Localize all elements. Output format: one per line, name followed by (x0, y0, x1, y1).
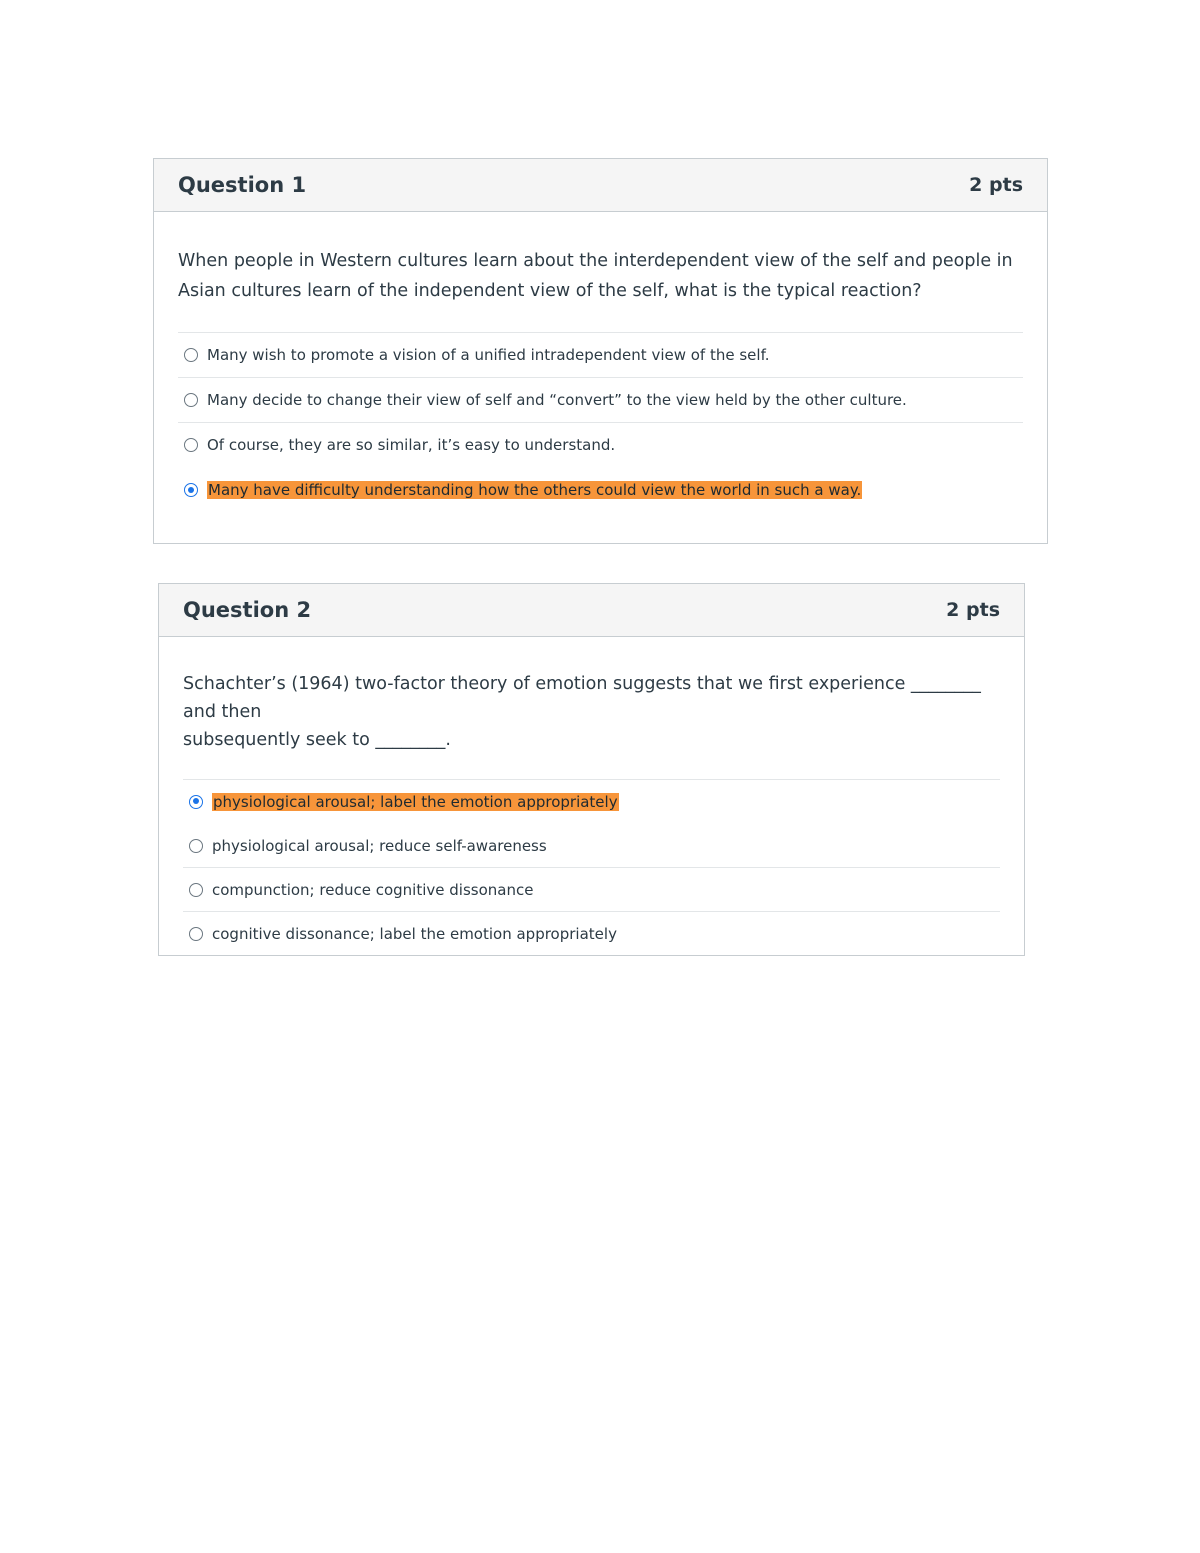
answer-label-highlighted: physiological arousal; label the emotion appropriately (213, 792, 618, 811)
question-points: 2 pts (946, 599, 1000, 621)
answer-option[interactable] (183, 912, 1000, 956)
answer-list (183, 779, 1000, 956)
answer-option[interactable] (183, 824, 1000, 868)
answer-label: Of course, they are so similar, it’s easy to understand. (207, 436, 616, 454)
question-text-line-1: Schachter’s (1964) two-factor theory of emotion suggests that we first experience ________ and then (183, 674, 981, 722)
radio-unselected-icon[interactable] (184, 393, 198, 407)
answer-label: Many decide to change their view of self and “convert” to the view held by the other culture. (207, 391, 907, 409)
question-body (154, 246, 1047, 513)
answer-option[interactable] (183, 868, 1000, 912)
radio-selected-icon[interactable] (189, 795, 203, 809)
answer-option[interactable] (178, 423, 1023, 468)
answer-option[interactable] (178, 378, 1023, 423)
radio-selected-icon[interactable] (184, 483, 198, 497)
question-card-2 (158, 583, 1025, 956)
radio-unselected-icon[interactable] (189, 883, 203, 897)
question-header (154, 159, 1047, 212)
question-title: Question 2 (183, 598, 312, 622)
answer-label: compunction; reduce cognitive dissonance (212, 880, 534, 899)
answer-option-selected[interactable] (178, 468, 1023, 513)
answer-label: physiological arousal; reduce self-awareness (212, 836, 547, 855)
answer-option[interactable] (178, 333, 1023, 378)
answer-option-selected[interactable] (183, 780, 1000, 824)
radio-unselected-icon[interactable] (184, 438, 198, 452)
question-points: 2 pts (969, 174, 1023, 196)
question-text (183, 670, 1000, 754)
question-card-1 (153, 158, 1048, 544)
question-header (159, 584, 1024, 637)
answer-list (178, 332, 1023, 513)
radio-unselected-icon[interactable] (189, 927, 203, 941)
question-text-line-2: subsequently seek to ________. (183, 730, 451, 750)
question-text: When people in Western cultures learn about the interdependent view of the self and people in Asian cultures learn of the independent view of the self, what is the typical reaction? (178, 251, 1013, 301)
question-body (159, 670, 1024, 956)
answer-label: Many wish to promote a vision of a unified intradependent view of the self. (207, 346, 770, 364)
radio-unselected-icon[interactable] (184, 348, 198, 362)
radio-unselected-icon[interactable] (189, 839, 203, 853)
answer-label-highlighted: Many have difficulty understanding how the others could view the world in such a way. (208, 481, 862, 499)
answer-label: cognitive dissonance; label the emotion appropriately (212, 924, 617, 943)
question-title: Question 1 (178, 173, 307, 197)
